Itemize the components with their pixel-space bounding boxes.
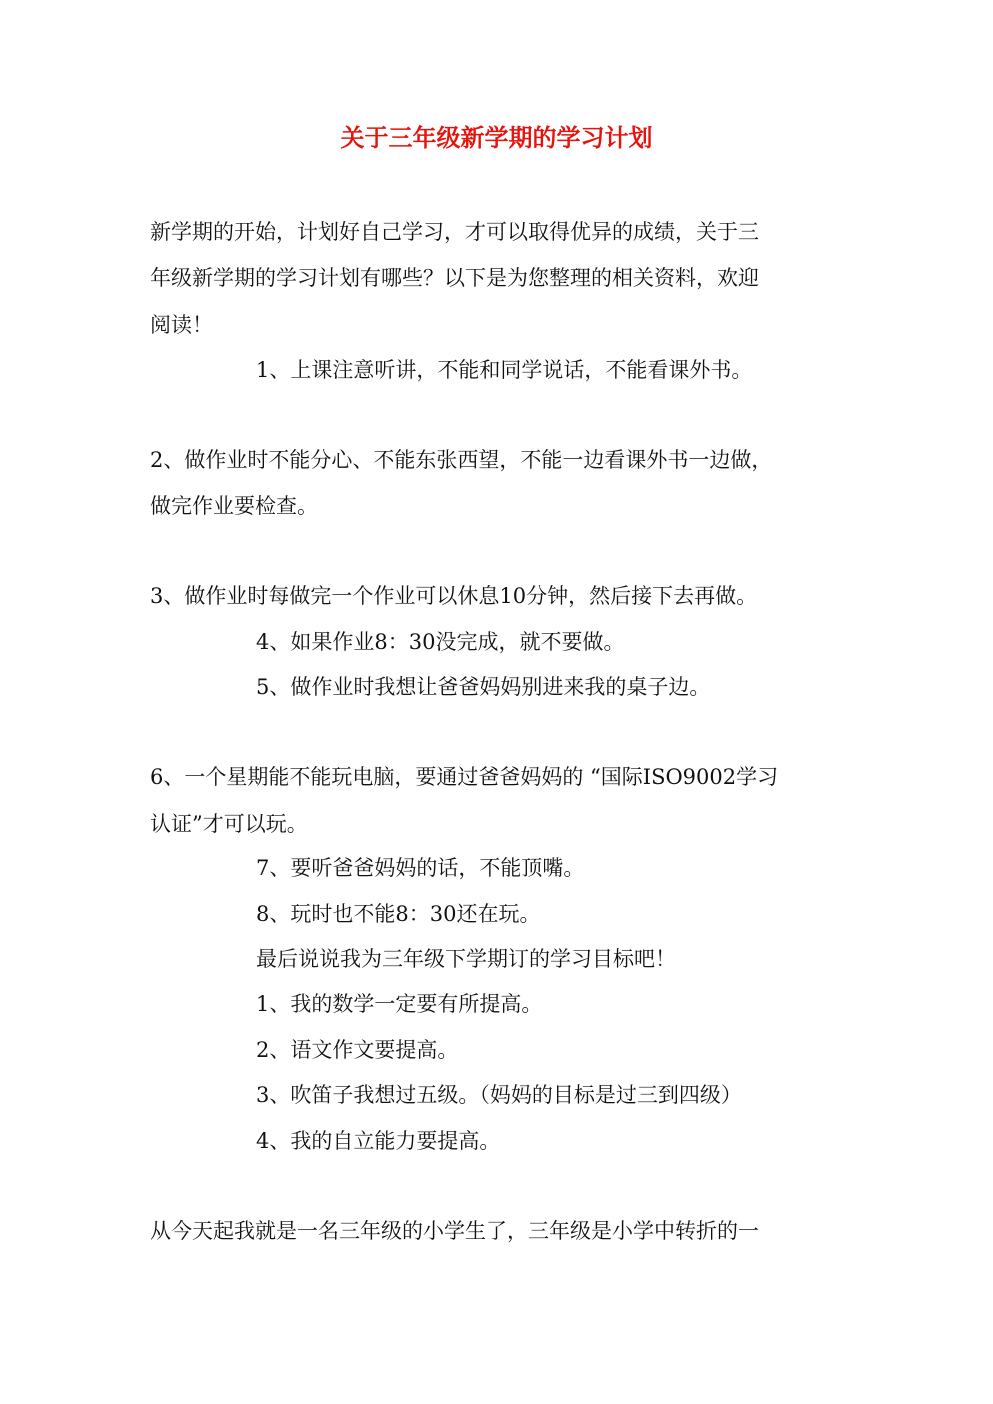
- list-item: 4、我的自立能力要提高。: [256, 1129, 501, 1153]
- paragraph-line: 认证”才可以玩。: [150, 812, 308, 836]
- list-item: 3、吹笛子我想过五级。（妈妈的目标是过三到四级）: [256, 1083, 742, 1107]
- list-item: 1、上课注意听讲，不能和同学说话，不能看课外书。: [256, 358, 753, 382]
- list-item: 6、一个星期能不能玩电脑，要通过爸爸妈妈的 “国际ISO9002学习: [150, 765, 779, 789]
- list-item: 8、玩时也不能8：30还在玩。: [256, 902, 541, 926]
- paragraph-line: 最后说说我为三年级下学期订的学习目标吧！: [256, 947, 676, 971]
- list-item: 2、语文作文要提高。: [256, 1038, 459, 1062]
- list-item: 5、做作业时我想让爸爸妈妈别进来我的桌子边。: [256, 675, 711, 699]
- paragraph-line: 阅读！: [150, 313, 213, 337]
- paragraph-line: 年级新学期的学习计划有哪些？以下是为您整理的相关资料，欢迎: [150, 266, 759, 290]
- paragraph-line: 做完作业要检查。: [150, 494, 318, 518]
- list-item: 7、要听爸爸妈妈的话，不能顶嘴。: [256, 856, 585, 880]
- list-item: 4、如果作业8：30没完成，就不要做。: [256, 630, 625, 654]
- paragraph-line: 新学期的开始，计划好自己学习，才可以取得优异的成绩，关于三: [150, 220, 759, 244]
- list-item: 3、做作业时每做完一个作业可以休息10分钟，然后接下去再做。: [150, 584, 758, 608]
- document-title: 关于三年级新学期的学习计划: [340, 123, 653, 152]
- paragraph-line: 从今天起我就是一名三年级的小学生了，三年级是小学中转折的一: [150, 1219, 759, 1243]
- list-item: 1、我的数学一定要有所提高。: [256, 992, 543, 1016]
- list-item: 2、做作业时不能分心、不能东张西望，不能一边看课外书一边做，: [150, 448, 773, 472]
